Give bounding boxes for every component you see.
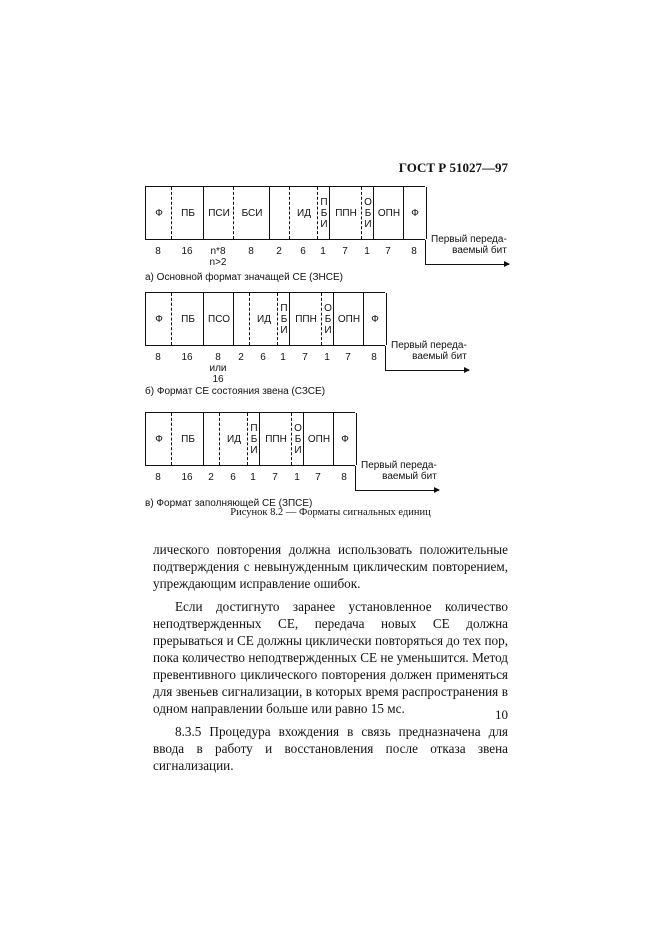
bit-length: 6: [300, 246, 306, 257]
diagram-caption: б) Формат СЕ состояния звена (СЗСЕ): [145, 386, 326, 397]
bit-length: 1: [250, 472, 256, 483]
arrow-stem: [355, 466, 356, 490]
document-header: ГОСТ Р 51027—97: [398, 160, 508, 175]
field-cell: ПБ: [171, 293, 204, 345]
field-cell: ПБ: [171, 187, 204, 239]
arrow-right-icon: [425, 264, 509, 265]
first-bit-label: Первый переда- ваемый бит: [431, 234, 507, 256]
bit-lengths-row: [145, 466, 515, 496]
field-cell: ППН: [329, 187, 362, 239]
field-cell: Ф: [403, 187, 427, 239]
signal-unit-frame: [145, 292, 385, 346]
signal-unit-frame: [145, 412, 355, 466]
field-cell: ПСИ: [203, 187, 234, 239]
field-cell: О Б И: [321, 293, 334, 345]
bit-length: 16: [181, 246, 193, 257]
body-text: [153, 541, 508, 780]
bit-length: 7: [302, 352, 308, 363]
arrow-right-icon: [385, 370, 469, 371]
figure-caption: Рисунок 8.2 — Форматы сигнальных единиц: [230, 507, 431, 518]
field-cell: Ф: [145, 413, 172, 465]
bit-length: n*8 n>2: [209, 246, 227, 268]
bit-length: 7: [272, 472, 278, 483]
bit-length: 1: [324, 352, 330, 363]
bit-length: 8: [248, 246, 254, 257]
arrow-stem: [425, 240, 426, 264]
bit-length: 8: [155, 246, 161, 257]
field-cell: ИД: [219, 413, 248, 465]
field-cell: Ф: [145, 187, 172, 239]
field-cell: ПБ: [171, 413, 204, 465]
field-cell: О Б И: [361, 187, 374, 239]
field-cell: ППН: [259, 413, 292, 465]
field-cell: БСИ: [233, 187, 270, 239]
bit-length: 8: [155, 472, 161, 483]
bit-length: 1: [280, 352, 286, 363]
bit-length: 7: [342, 246, 348, 257]
bit-length: 6: [230, 472, 236, 483]
diagram-caption: в) Формат заполняющей СЕ (ЗПСЕ): [145, 498, 313, 509]
field-cell: ОПН: [333, 293, 364, 345]
bit-length: 8 или 16: [209, 352, 227, 385]
bit-length: 1: [364, 246, 370, 257]
bit-length: 8: [411, 246, 417, 257]
page-number: 10: [495, 707, 508, 722]
field-cell: ИД: [249, 293, 278, 345]
bit-length: 1: [294, 472, 300, 483]
field-cell: ОПН: [303, 413, 334, 465]
diagram-szse: [145, 292, 515, 397]
bit-length: 1: [320, 246, 326, 257]
field-cell: ИД: [289, 187, 318, 239]
field-cell: П Б И: [317, 187, 330, 239]
bit-length: 8: [155, 352, 161, 363]
bit-length: 8: [371, 352, 377, 363]
field-cell: О Б И: [291, 413, 304, 465]
bit-length: 2: [238, 352, 244, 363]
field-cell: П Б И: [277, 293, 290, 345]
field-cell: ОПН: [373, 187, 404, 239]
first-bit-label: Первый переда- ваемый бит: [361, 460, 437, 482]
signal-unit-frame: [145, 186, 425, 240]
field-cell: ПСО: [203, 293, 234, 345]
diagram-znse: [145, 186, 515, 283]
field-cell: Ф: [363, 293, 387, 345]
first-bit-label: Первый переда- ваемый бит: [391, 340, 467, 362]
field-cell: [203, 413, 220, 465]
paragraph: Если достигнуто заранее установленное количество неподтвержденных СЕ, передача новых СЕ должна прерываться и СЕ должны циклически повторяться до тех пор, пока количество неподтвержденных СЕ не уменьшится. Метод превентивного циклического повторения должен применяться для звеньев сигнализации, в которых время распространения в одном направлении больше или равно 15 мс.: [153, 599, 508, 716]
field-cell: П Б И: [247, 413, 260, 465]
bit-length: 8: [341, 472, 347, 483]
arrow-stem: [385, 346, 386, 370]
bit-length: 6: [260, 352, 266, 363]
paragraph: лического повторения должна использовать положительные подтверждения с невынужденным циклическим повторением, упреждающим исправление ошибок.: [153, 542, 508, 591]
diagram-zpse: [145, 412, 515, 509]
bit-length: 2: [276, 246, 282, 257]
bit-length: 7: [315, 472, 321, 483]
bit-length: 7: [345, 352, 351, 363]
bit-length: 16: [181, 352, 193, 363]
bit-length: 16: [181, 472, 193, 483]
field-cell: ППН: [289, 293, 322, 345]
bit-length: 2: [208, 472, 214, 483]
diagram-caption: а) Основной формат значащей СЕ (ЗНСЕ): [145, 272, 343, 283]
field-cell: Ф: [145, 293, 172, 345]
field-cell: Ф: [333, 413, 357, 465]
field-cell: [269, 187, 290, 239]
bit-length: 7: [385, 246, 391, 257]
arrow-right-icon: [355, 490, 439, 491]
paragraph: 8.3.5 Процедура вхождения в связь предназначена для ввода в работу и восстановления после отказа звена сигнализации.: [153, 724, 508, 773]
field-cell: [233, 293, 250, 345]
